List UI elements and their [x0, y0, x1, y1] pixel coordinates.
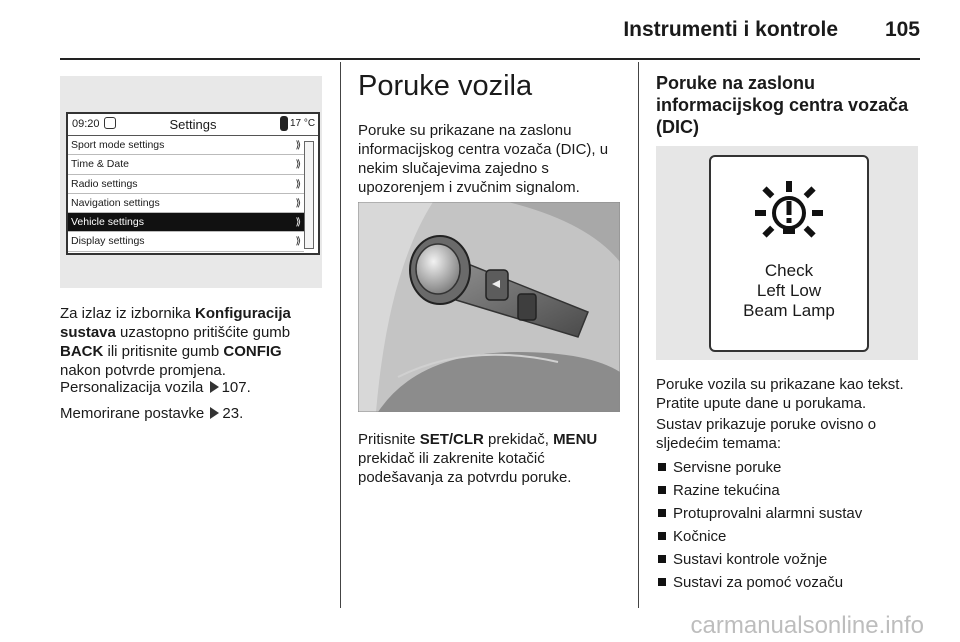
menu-item-navigation: Navigation settings ⟫ [68, 194, 304, 213]
thermometer-icon [280, 116, 288, 131]
page-number: 105 [884, 18, 920, 41]
chevron-right-icon: ⟫ [295, 236, 301, 248]
watermark: carmanualsonline.info [690, 612, 924, 639]
column-divider-1 [340, 62, 341, 608]
menu-item-radio: Radio settings ⟫ [68, 175, 304, 194]
menu-item-time-date: Time & Date ⟫ [68, 155, 304, 174]
settings-display [66, 112, 320, 255]
column-divider-2 [638, 62, 639, 608]
list-item: Sustavi kontrole vožnje [656, 550, 926, 573]
vehicle-messages-intro: Poruke su prikazane na zaslonu informacijskog centra vozača (DIC), u nekim slučajevima zajedno s upozorenjem i zvučnim signalom. [358, 122, 609, 196]
personalization-reference: Personalizacija vozila 107. [60, 379, 251, 396]
settings-menu-list [68, 136, 304, 252]
list-item: Razine tekućina [656, 481, 926, 504]
menu-item-vehicle: Vehicle settings ⟫ [68, 213, 304, 232]
message-topics-intro: Sustav prikazuje poruke ovisno o sljedećim temama: [656, 416, 877, 452]
chevron-right-icon: ⟫ [295, 178, 301, 190]
screen-scrollbar [304, 141, 314, 249]
header-rule [60, 58, 920, 60]
memory-settings-reference: Memorirane postavke 23. [60, 405, 244, 422]
list-item: Kočnice [656, 527, 926, 550]
dic-message-figure [656, 146, 918, 360]
screen-title: Settings [169, 117, 217, 132]
steering-stalk-photo [358, 202, 620, 412]
settings-screen-figure [60, 76, 322, 288]
dic-message-line-2: Left Low [756, 281, 822, 300]
chevron-right-icon: ⟫ [295, 159, 301, 171]
list-item: Protuprovalni alarmni sustav [656, 504, 926, 527]
messages-as-text-paragraph: Poruke vozila su prikazane kao tekst. Pratite upute dane u porukama. [656, 376, 904, 412]
chevron-right-icon: ⟫ [295, 217, 301, 229]
dic-message-line-1: Check [764, 261, 814, 280]
screen-temperature: 17 °C [290, 118, 316, 129]
message-topics-list [656, 458, 926, 596]
section-heading: Poruke vozila [358, 70, 533, 102]
page-reference-arrow-icon [210, 407, 219, 419]
menu-item-sport-mode: Sport mode settings ⟫ [68, 136, 304, 155]
dic-display [709, 155, 869, 352]
screen-time: 09:20 [72, 118, 100, 130]
exit-menu-paragraph: Za izlaz iz izbornika Konfiguracija sustava uzastopno pritišćite gumb BACK ili pritisnite gumb CONFIG nakon potvrde promjena. [60, 305, 291, 379]
dic-message-line-3: Beam Lamp [743, 301, 835, 320]
running-header-title: Instrumenti i kontrole [623, 18, 838, 41]
menu-item-display: Display settings ⟫ [68, 232, 304, 251]
settings-top-bar [68, 114, 318, 136]
list-item: Servisne poruke [656, 458, 926, 481]
acknowledge-message-paragraph: Pritisnite SET/CLR prekidač, MENU prekidač ili zakrenite kotačić podešavanja za potvrdu poruke. [358, 431, 598, 486]
chevron-right-icon: ⟫ [295, 197, 301, 209]
list-item: Sustavi za pomoć vozaču [656, 573, 926, 596]
lamp-warning-icon [751, 175, 827, 251]
subsection-heading: Poruke na zaslonu informacijskog centra vozača (DIC) [656, 73, 909, 137]
chevron-right-icon: ⟫ [295, 140, 301, 151]
page-reference-arrow-icon [210, 381, 219, 393]
steering-stalk-illustration [358, 202, 620, 412]
